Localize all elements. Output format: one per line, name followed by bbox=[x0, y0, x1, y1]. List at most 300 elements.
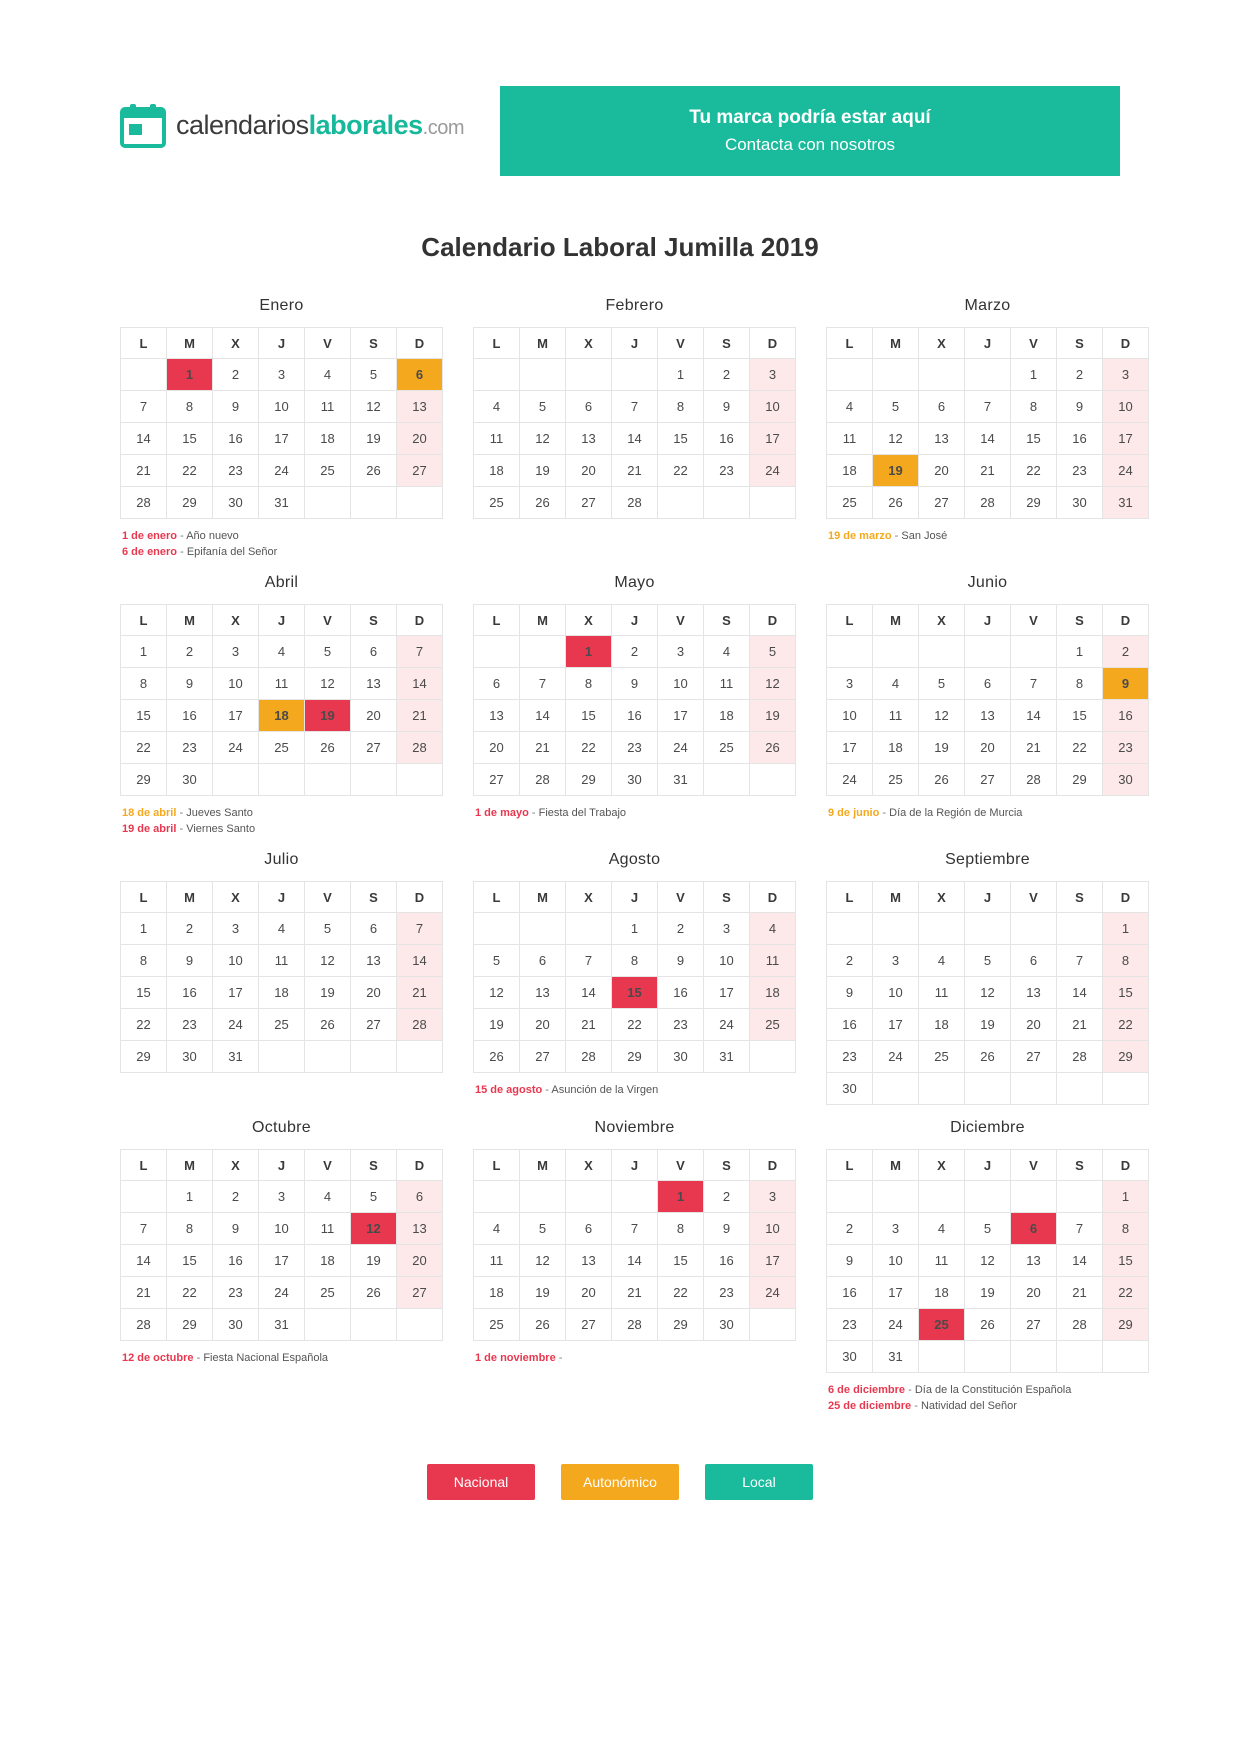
sunday-cell: 16 bbox=[1103, 700, 1149, 732]
banner-headline: Tu marca podría estar aquí bbox=[689, 107, 931, 128]
day-cell: 5 bbox=[965, 1213, 1011, 1245]
day-cell: 6 bbox=[965, 668, 1011, 700]
week-row bbox=[827, 1009, 1149, 1041]
empty-cell bbox=[1057, 1341, 1103, 1373]
week-row bbox=[474, 764, 796, 796]
sunday-cell: 29 bbox=[1103, 1309, 1149, 1341]
holiday-cell-autonomico: 18 bbox=[259, 700, 305, 732]
holiday-cell-nacional: 19 bbox=[305, 700, 351, 732]
day-cell: 22 bbox=[658, 1277, 704, 1309]
day-cell: 24 bbox=[658, 732, 704, 764]
day-cell: 24 bbox=[259, 455, 305, 487]
day-cell: 19 bbox=[305, 977, 351, 1009]
empty-cell bbox=[213, 764, 259, 796]
day-cell: 15 bbox=[1057, 700, 1103, 732]
empty-cell bbox=[520, 359, 566, 391]
day-cell: 28 bbox=[121, 487, 167, 519]
day-cell: 4 bbox=[474, 391, 520, 423]
day-cell: 25 bbox=[873, 764, 919, 796]
day-cell: 19 bbox=[351, 1245, 397, 1277]
week-row bbox=[121, 732, 443, 764]
month-block bbox=[473, 1119, 796, 1414]
day-cell: 20 bbox=[474, 732, 520, 764]
weekday-header: D bbox=[1103, 1150, 1149, 1181]
day-cell: 18 bbox=[919, 1009, 965, 1041]
weekday-header: S bbox=[704, 605, 750, 636]
logo-text-part1: calendarios bbox=[176, 109, 309, 140]
holiday-note-date: 19 de abril bbox=[122, 823, 177, 835]
day-cell: 11 bbox=[305, 391, 351, 423]
day-cell: 21 bbox=[1011, 732, 1057, 764]
month-name: Enero bbox=[259, 297, 304, 314]
month-table bbox=[473, 604, 796, 796]
legend bbox=[120, 1464, 1120, 1500]
site-logo[interactable] bbox=[120, 86, 464, 148]
weekday-header: X bbox=[566, 328, 612, 359]
month-table bbox=[473, 881, 796, 1073]
day-cell: 5 bbox=[305, 636, 351, 668]
day-cell: 2 bbox=[213, 359, 259, 391]
empty-cell bbox=[873, 1181, 919, 1213]
holiday-note bbox=[122, 805, 443, 821]
day-cell: 14 bbox=[121, 423, 167, 455]
day-cell: 10 bbox=[704, 945, 750, 977]
weekday-header: X bbox=[213, 605, 259, 636]
weekday-header: J bbox=[965, 328, 1011, 359]
day-cell: 16 bbox=[658, 977, 704, 1009]
weekday-header: S bbox=[1057, 605, 1103, 636]
month-notes bbox=[120, 528, 443, 560]
empty-cell bbox=[965, 1341, 1011, 1373]
day-cell: 10 bbox=[873, 1245, 919, 1277]
month-block bbox=[120, 1119, 443, 1414]
holiday-note-text: San José bbox=[901, 530, 948, 542]
day-cell: 6 bbox=[351, 913, 397, 945]
sunday-cell: 20 bbox=[397, 1245, 443, 1277]
month-name: Marzo bbox=[964, 297, 1011, 314]
day-cell: 11 bbox=[305, 1213, 351, 1245]
holiday-note bbox=[122, 528, 443, 544]
day-cell: 15 bbox=[1011, 423, 1057, 455]
holiday-note-separator: - bbox=[891, 530, 902, 542]
week-row bbox=[121, 1213, 443, 1245]
logo-text-part2: laborales bbox=[308, 109, 423, 140]
day-cell: 24 bbox=[259, 1277, 305, 1309]
empty-cell bbox=[351, 764, 397, 796]
day-cell: 13 bbox=[566, 423, 612, 455]
holiday-note-date: 15 de agosto bbox=[475, 1084, 543, 1096]
sunday-cell: 17 bbox=[1103, 423, 1149, 455]
day-cell: 26 bbox=[474, 1041, 520, 1073]
sunday-cell: 29 bbox=[1103, 1041, 1149, 1073]
holiday-note-separator: - bbox=[193, 1352, 204, 1364]
month-name: Agosto bbox=[608, 851, 661, 868]
week-row bbox=[474, 1181, 796, 1213]
day-cell: 23 bbox=[167, 1009, 213, 1041]
day-cell: 8 bbox=[167, 391, 213, 423]
empty-cell bbox=[351, 487, 397, 519]
day-cell: 5 bbox=[919, 668, 965, 700]
day-cell: 10 bbox=[259, 1213, 305, 1245]
holiday-note bbox=[475, 1082, 796, 1098]
sunday-cell: 4 bbox=[750, 913, 796, 945]
day-cell: 20 bbox=[351, 700, 397, 732]
weekday-header: L bbox=[827, 1150, 873, 1181]
weekday-header: V bbox=[1011, 605, 1057, 636]
weekday-header: X bbox=[213, 1150, 259, 1181]
day-cell: 27 bbox=[520, 1041, 566, 1073]
day-cell: 24 bbox=[213, 732, 259, 764]
weekday-header: J bbox=[612, 328, 658, 359]
week-row bbox=[121, 945, 443, 977]
holiday-note bbox=[828, 1382, 1149, 1398]
holiday-note-separator: - bbox=[542, 1084, 552, 1096]
weekday-header: J bbox=[612, 605, 658, 636]
day-cell: 27 bbox=[351, 732, 397, 764]
weekday-header: X bbox=[566, 1150, 612, 1181]
weekday-header: L bbox=[827, 328, 873, 359]
day-cell: 16 bbox=[213, 423, 259, 455]
day-cell: 10 bbox=[658, 668, 704, 700]
day-cell: 12 bbox=[873, 423, 919, 455]
week-row bbox=[474, 455, 796, 487]
empty-cell bbox=[305, 1309, 351, 1341]
month-notes bbox=[120, 805, 443, 837]
day-cell: 3 bbox=[704, 913, 750, 945]
month-table bbox=[826, 1149, 1149, 1373]
day-cell: 22 bbox=[121, 1009, 167, 1041]
week-row bbox=[474, 977, 796, 1009]
day-cell: 30 bbox=[827, 1341, 873, 1373]
weekday-header: L bbox=[474, 605, 520, 636]
day-cell: 24 bbox=[873, 1041, 919, 1073]
month-table bbox=[473, 327, 796, 519]
ad-banner[interactable] bbox=[500, 86, 1120, 176]
day-cell: 10 bbox=[213, 668, 259, 700]
week-row bbox=[121, 764, 443, 796]
day-cell: 9 bbox=[827, 977, 873, 1009]
day-cell: 7 bbox=[612, 1213, 658, 1245]
day-cell: 5 bbox=[474, 945, 520, 977]
weekday-header: J bbox=[612, 1150, 658, 1181]
empty-cell bbox=[1011, 1341, 1057, 1373]
sunday-cell: 11 bbox=[750, 945, 796, 977]
weekday-header: V bbox=[305, 1150, 351, 1181]
empty-cell bbox=[965, 1181, 1011, 1213]
sunday-cell: 17 bbox=[750, 1245, 796, 1277]
day-cell: 20 bbox=[351, 977, 397, 1009]
day-cell: 4 bbox=[919, 1213, 965, 1245]
week-row bbox=[474, 391, 796, 423]
day-cell: 28 bbox=[1011, 764, 1057, 796]
weekday-header: M bbox=[167, 1150, 213, 1181]
weekday-header: V bbox=[658, 882, 704, 913]
sunday-cell: 24 bbox=[1103, 455, 1149, 487]
weekday-header: L bbox=[121, 328, 167, 359]
week-row bbox=[474, 636, 796, 668]
day-cell: 6 bbox=[1011, 945, 1057, 977]
day-cell: 11 bbox=[919, 1245, 965, 1277]
day-cell: 17 bbox=[259, 1245, 305, 1277]
legend-item-autonomico[interactable]: Autonómico bbox=[561, 1464, 679, 1500]
month-block bbox=[826, 851, 1149, 1105]
day-cell: 14 bbox=[965, 423, 1011, 455]
day-cell: 15 bbox=[566, 700, 612, 732]
legend-item-local[interactable]: Local bbox=[705, 1464, 813, 1500]
day-cell: 21 bbox=[612, 455, 658, 487]
day-cell: 13 bbox=[566, 1245, 612, 1277]
month-notes bbox=[473, 805, 796, 821]
week-row bbox=[827, 1309, 1149, 1341]
empty-cell bbox=[919, 1181, 965, 1213]
weekday-header: D bbox=[750, 328, 796, 359]
legend-item-nacional[interactable]: Nacional bbox=[427, 1464, 535, 1500]
month-name: Mayo bbox=[614, 574, 655, 591]
sunday-cell: 27 bbox=[397, 455, 443, 487]
month-block bbox=[120, 574, 443, 837]
week-row bbox=[121, 1277, 443, 1309]
day-cell: 30 bbox=[658, 1041, 704, 1073]
day-cell: 17 bbox=[704, 977, 750, 1009]
day-cell: 26 bbox=[965, 1309, 1011, 1341]
empty-cell bbox=[612, 1181, 658, 1213]
week-row bbox=[474, 668, 796, 700]
sunday-cell: 3 bbox=[1103, 359, 1149, 391]
day-cell: 18 bbox=[919, 1277, 965, 1309]
sunday-cell: 30 bbox=[1103, 764, 1149, 796]
day-cell: 14 bbox=[520, 700, 566, 732]
holiday-cell-nacional: 25 bbox=[919, 1309, 965, 1341]
day-cell: 9 bbox=[827, 1245, 873, 1277]
day-cell: 23 bbox=[213, 455, 259, 487]
day-cell: 9 bbox=[167, 668, 213, 700]
sunday-cell: 27 bbox=[397, 1277, 443, 1309]
sunday-cell: 8 bbox=[1103, 1213, 1149, 1245]
weekday-header: D bbox=[750, 1150, 796, 1181]
weekday-header: D bbox=[397, 605, 443, 636]
day-cell: 11 bbox=[474, 1245, 520, 1277]
day-cell: 17 bbox=[259, 423, 305, 455]
weekday-header: D bbox=[397, 882, 443, 913]
holiday-note-separator: - bbox=[177, 530, 187, 542]
day-cell: 30 bbox=[213, 487, 259, 519]
day-cell: 18 bbox=[704, 700, 750, 732]
day-cell: 7 bbox=[965, 391, 1011, 423]
month-block bbox=[473, 574, 796, 837]
month-table bbox=[826, 881, 1149, 1105]
sunday-cell: 31 bbox=[1103, 487, 1149, 519]
weekday-header: D bbox=[1103, 882, 1149, 913]
holiday-note-date: 9 de junio bbox=[828, 807, 880, 819]
holiday-cell-autonomico: 9 bbox=[1103, 668, 1149, 700]
empty-cell bbox=[259, 1041, 305, 1073]
month-table bbox=[826, 604, 1149, 796]
weekday-header: M bbox=[167, 328, 213, 359]
month-block bbox=[473, 297, 796, 560]
day-cell: 2 bbox=[827, 945, 873, 977]
sunday-cell: 5 bbox=[750, 636, 796, 668]
empty-cell bbox=[965, 636, 1011, 668]
month-notes bbox=[826, 1382, 1149, 1414]
weekday-header: V bbox=[1011, 882, 1057, 913]
day-cell: 5 bbox=[520, 1213, 566, 1245]
month-notes bbox=[826, 528, 1149, 544]
empty-cell bbox=[750, 764, 796, 796]
holiday-note bbox=[828, 528, 1149, 544]
holiday-cell-nacional: 1 bbox=[658, 1181, 704, 1213]
day-cell: 30 bbox=[704, 1309, 750, 1341]
sunday-cell: 21 bbox=[397, 700, 443, 732]
empty-cell bbox=[1011, 1181, 1057, 1213]
day-cell: 19 bbox=[520, 1277, 566, 1309]
sunday-cell: 1 bbox=[1103, 1181, 1149, 1213]
day-cell: 24 bbox=[827, 764, 873, 796]
month-block bbox=[120, 851, 443, 1105]
weekday-header-row bbox=[827, 1150, 1149, 1181]
day-cell: 20 bbox=[520, 1009, 566, 1041]
empty-cell bbox=[919, 1073, 965, 1105]
week-row bbox=[827, 913, 1149, 945]
weekday-header-row bbox=[121, 605, 443, 636]
month-table bbox=[120, 1149, 443, 1341]
holiday-note-date: 18 de abril bbox=[122, 807, 177, 819]
empty-cell bbox=[965, 359, 1011, 391]
day-cell: 11 bbox=[259, 945, 305, 977]
day-cell: 5 bbox=[965, 945, 1011, 977]
day-cell: 1 bbox=[1011, 359, 1057, 391]
day-cell: 14 bbox=[1057, 1245, 1103, 1277]
holiday-note bbox=[122, 1350, 443, 1366]
empty-cell bbox=[121, 1181, 167, 1213]
empty-cell bbox=[351, 1041, 397, 1073]
day-cell: 6 bbox=[566, 391, 612, 423]
day-cell: 22 bbox=[167, 1277, 213, 1309]
day-cell: 16 bbox=[167, 977, 213, 1009]
day-cell: 11 bbox=[474, 423, 520, 455]
month-table bbox=[120, 881, 443, 1073]
holiday-note-text: Fiesta Nacional Española bbox=[203, 1352, 329, 1364]
sunday-cell: 15 bbox=[1103, 1245, 1149, 1277]
empty-cell bbox=[919, 913, 965, 945]
day-cell: 13 bbox=[351, 945, 397, 977]
day-cell: 22 bbox=[1057, 732, 1103, 764]
week-row bbox=[121, 455, 443, 487]
day-cell: 3 bbox=[827, 668, 873, 700]
sunday-cell: 22 bbox=[1103, 1009, 1149, 1041]
empty-cell bbox=[1103, 1073, 1149, 1105]
day-cell: 23 bbox=[704, 455, 750, 487]
weekday-header: V bbox=[658, 605, 704, 636]
empty-cell bbox=[612, 359, 658, 391]
empty-cell bbox=[1057, 1073, 1103, 1105]
empty-cell bbox=[1057, 913, 1103, 945]
day-cell: 16 bbox=[704, 1245, 750, 1277]
day-cell: 5 bbox=[520, 391, 566, 423]
day-cell: 28 bbox=[520, 764, 566, 796]
holiday-note-date: 25 de diciembre bbox=[828, 1400, 912, 1412]
day-cell: 30 bbox=[167, 1041, 213, 1073]
day-cell: 23 bbox=[704, 1277, 750, 1309]
empty-cell bbox=[397, 1041, 443, 1073]
weekday-header: M bbox=[873, 882, 919, 913]
weekday-header: L bbox=[121, 882, 167, 913]
empty-cell bbox=[750, 1309, 796, 1341]
sunday-cell: 21 bbox=[397, 977, 443, 1009]
weekday-header: S bbox=[1057, 1150, 1103, 1181]
day-cell: 8 bbox=[1057, 668, 1103, 700]
day-cell: 30 bbox=[612, 764, 658, 796]
holiday-note-date: 1 de noviembre bbox=[475, 1352, 556, 1364]
day-cell: 1 bbox=[121, 913, 167, 945]
day-cell: 3 bbox=[259, 359, 305, 391]
day-cell: 22 bbox=[658, 455, 704, 487]
day-cell: 9 bbox=[213, 391, 259, 423]
holiday-note bbox=[122, 821, 443, 837]
week-row bbox=[121, 391, 443, 423]
day-cell: 21 bbox=[121, 1277, 167, 1309]
month-table bbox=[120, 604, 443, 796]
day-cell: 22 bbox=[121, 732, 167, 764]
holiday-note-separator: - bbox=[879, 807, 890, 819]
day-cell: 5 bbox=[351, 359, 397, 391]
day-cell: 23 bbox=[827, 1041, 873, 1073]
week-row bbox=[121, 1009, 443, 1041]
day-cell: 9 bbox=[658, 945, 704, 977]
sunday-cell: 24 bbox=[750, 1277, 796, 1309]
day-cell: 3 bbox=[873, 1213, 919, 1245]
empty-cell bbox=[305, 1041, 351, 1073]
day-cell: 8 bbox=[121, 945, 167, 977]
day-cell: 28 bbox=[1057, 1309, 1103, 1341]
month-table bbox=[120, 327, 443, 519]
empty-cell bbox=[397, 764, 443, 796]
day-cell: 31 bbox=[658, 764, 704, 796]
day-cell: 19 bbox=[351, 423, 397, 455]
empty-cell bbox=[919, 1341, 965, 1373]
month-notes bbox=[826, 805, 1149, 821]
empty-cell bbox=[873, 359, 919, 391]
sunday-cell: 3 bbox=[750, 1181, 796, 1213]
day-cell: 18 bbox=[474, 1277, 520, 1309]
day-cell: 11 bbox=[259, 668, 305, 700]
empty-cell bbox=[397, 1309, 443, 1341]
holiday-cell-nacional: 12 bbox=[351, 1213, 397, 1245]
day-cell: 28 bbox=[612, 487, 658, 519]
day-cell: 7 bbox=[566, 945, 612, 977]
day-cell: 13 bbox=[1011, 1245, 1057, 1277]
weekday-header: V bbox=[305, 882, 351, 913]
day-cell: 9 bbox=[704, 1213, 750, 1245]
day-cell: 29 bbox=[121, 764, 167, 796]
holiday-note-text: Jueves Santo bbox=[186, 807, 253, 819]
week-row bbox=[827, 1277, 1149, 1309]
weekday-header: V bbox=[1011, 1150, 1057, 1181]
day-cell: 10 bbox=[873, 977, 919, 1009]
week-row bbox=[827, 668, 1149, 700]
week-row bbox=[827, 945, 1149, 977]
week-row bbox=[827, 1245, 1149, 1277]
empty-cell bbox=[704, 487, 750, 519]
day-cell: 31 bbox=[259, 1309, 305, 1341]
month-name: Febrero bbox=[605, 297, 664, 314]
weekday-header: D bbox=[397, 1150, 443, 1181]
day-cell: 19 bbox=[919, 732, 965, 764]
weekday-header-row bbox=[121, 328, 443, 359]
empty-cell bbox=[351, 1309, 397, 1341]
day-cell: 2 bbox=[167, 913, 213, 945]
weekday-header-row bbox=[827, 605, 1149, 636]
week-row bbox=[474, 1309, 796, 1341]
